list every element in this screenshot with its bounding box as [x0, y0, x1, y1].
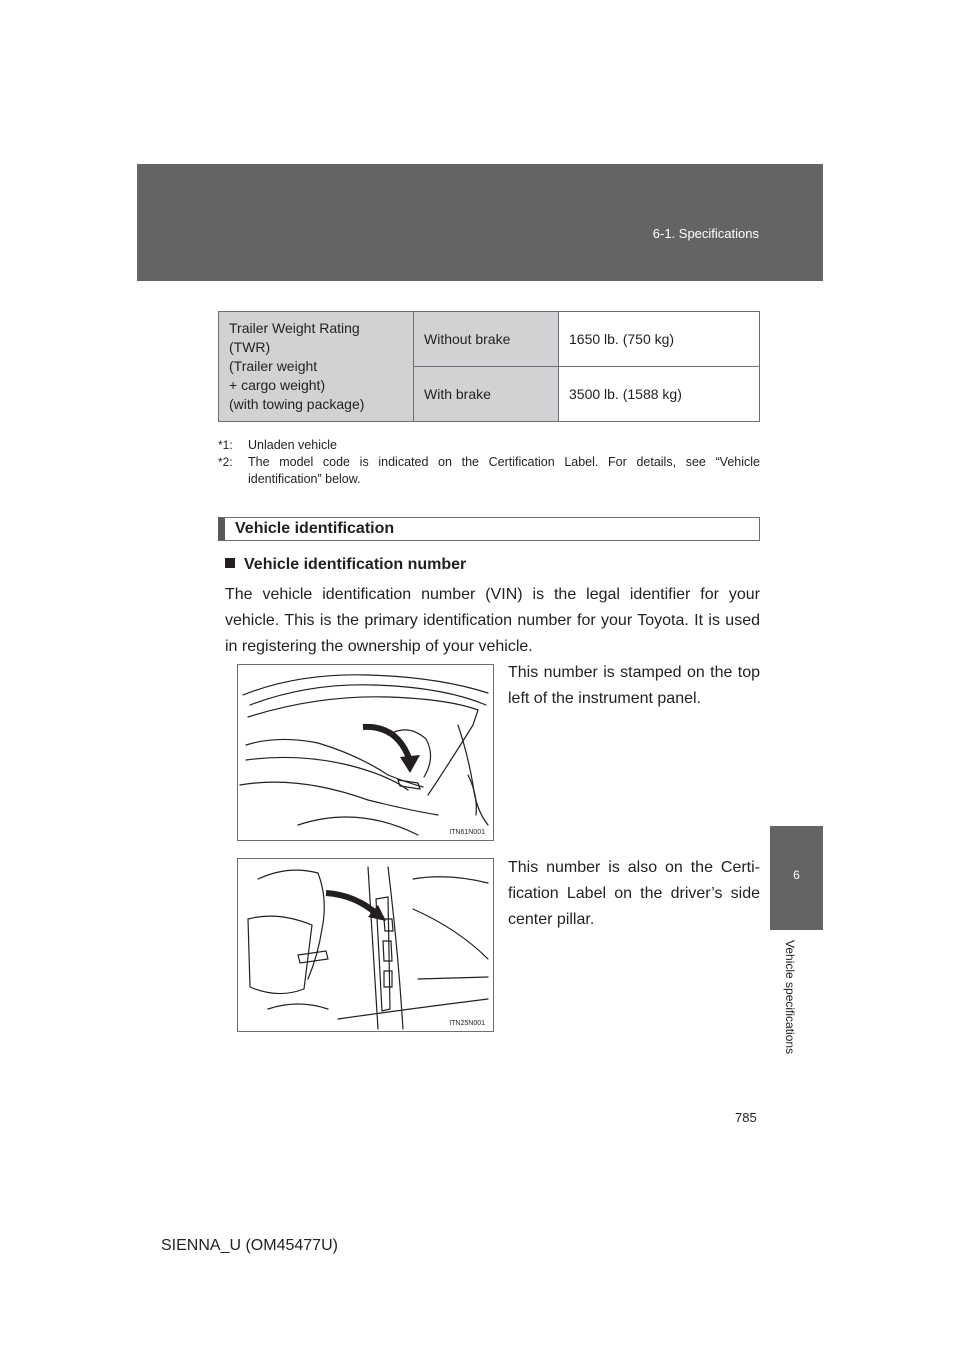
center-pillar-illustration — [238, 859, 494, 1032]
row-header-line: Trailer Weight Rating — [229, 320, 360, 336]
footnote-mark: *1: — [218, 438, 233, 452]
footnote — [218, 454, 760, 488]
table-row-header — [219, 312, 414, 422]
footnote — [218, 437, 760, 454]
row-header-line: (with towing package) — [229, 396, 365, 412]
center-pillar-figure — [237, 858, 494, 1032]
footnotes — [218, 437, 760, 488]
model-code: SIENNA_U (OM45477U) — [161, 1237, 338, 1254]
condition-cell: With brake — [414, 367, 559, 422]
chapter-label — [782, 940, 798, 1100]
value-cell: 1650 lb. (750 kg) — [559, 312, 760, 367]
condition-cell: Without brake — [414, 312, 559, 367]
page-number: 785 — [735, 1110, 757, 1125]
figure-code: ITN25N001 — [449, 1020, 485, 1027]
instrument-panel-figure — [237, 664, 494, 841]
section-breadcrumb: 6-1. Specifications — [652, 226, 759, 241]
footnote-text: Unladen vehicle — [248, 438, 337, 452]
value-cell: 3500 lb. (1588 kg) — [559, 367, 760, 422]
table-row — [219, 312, 760, 367]
figure-caption: This number is stamped on the top left of the instrument panel. — [508, 664, 760, 707]
figure-code: ITN61N001 — [449, 829, 485, 836]
vin-paragraph: The vehicle identification number (VIN) is the legal identifier for your vehicle. This is the primary identification number for your Toyota. It is used in registering the ownership of your vehicle. — [225, 586, 760, 655]
subheading — [225, 556, 466, 574]
row-header-line: + cargo weight) — [229, 377, 326, 393]
trailer-weight-table — [218, 311, 760, 422]
figure-caption: This number is also on the Certi- fication Label on the driver’s side center pillar. — [508, 859, 760, 928]
chapter-label-text: Vehicle specifications — [783, 940, 797, 1055]
row-header-line: (TWR) — [229, 339, 271, 355]
square-bullet-icon — [225, 558, 235, 568]
subheading-text: Vehicle identification number — [244, 556, 467, 573]
instrument-panel-illustration — [238, 665, 494, 841]
chapter-tab[interactable] — [770, 826, 823, 930]
row-header-line: (Trailer weight — [229, 358, 318, 374]
header-band — [137, 164, 823, 281]
chapter-number: 6 — [793, 868, 800, 882]
section-title: Vehicle identification — [218, 517, 760, 541]
footnote-text: The model code is indicated on the Certification Label. For details, see “Vehicle identification” below. — [248, 455, 760, 486]
footnote-mark: *2: — [218, 455, 233, 469]
